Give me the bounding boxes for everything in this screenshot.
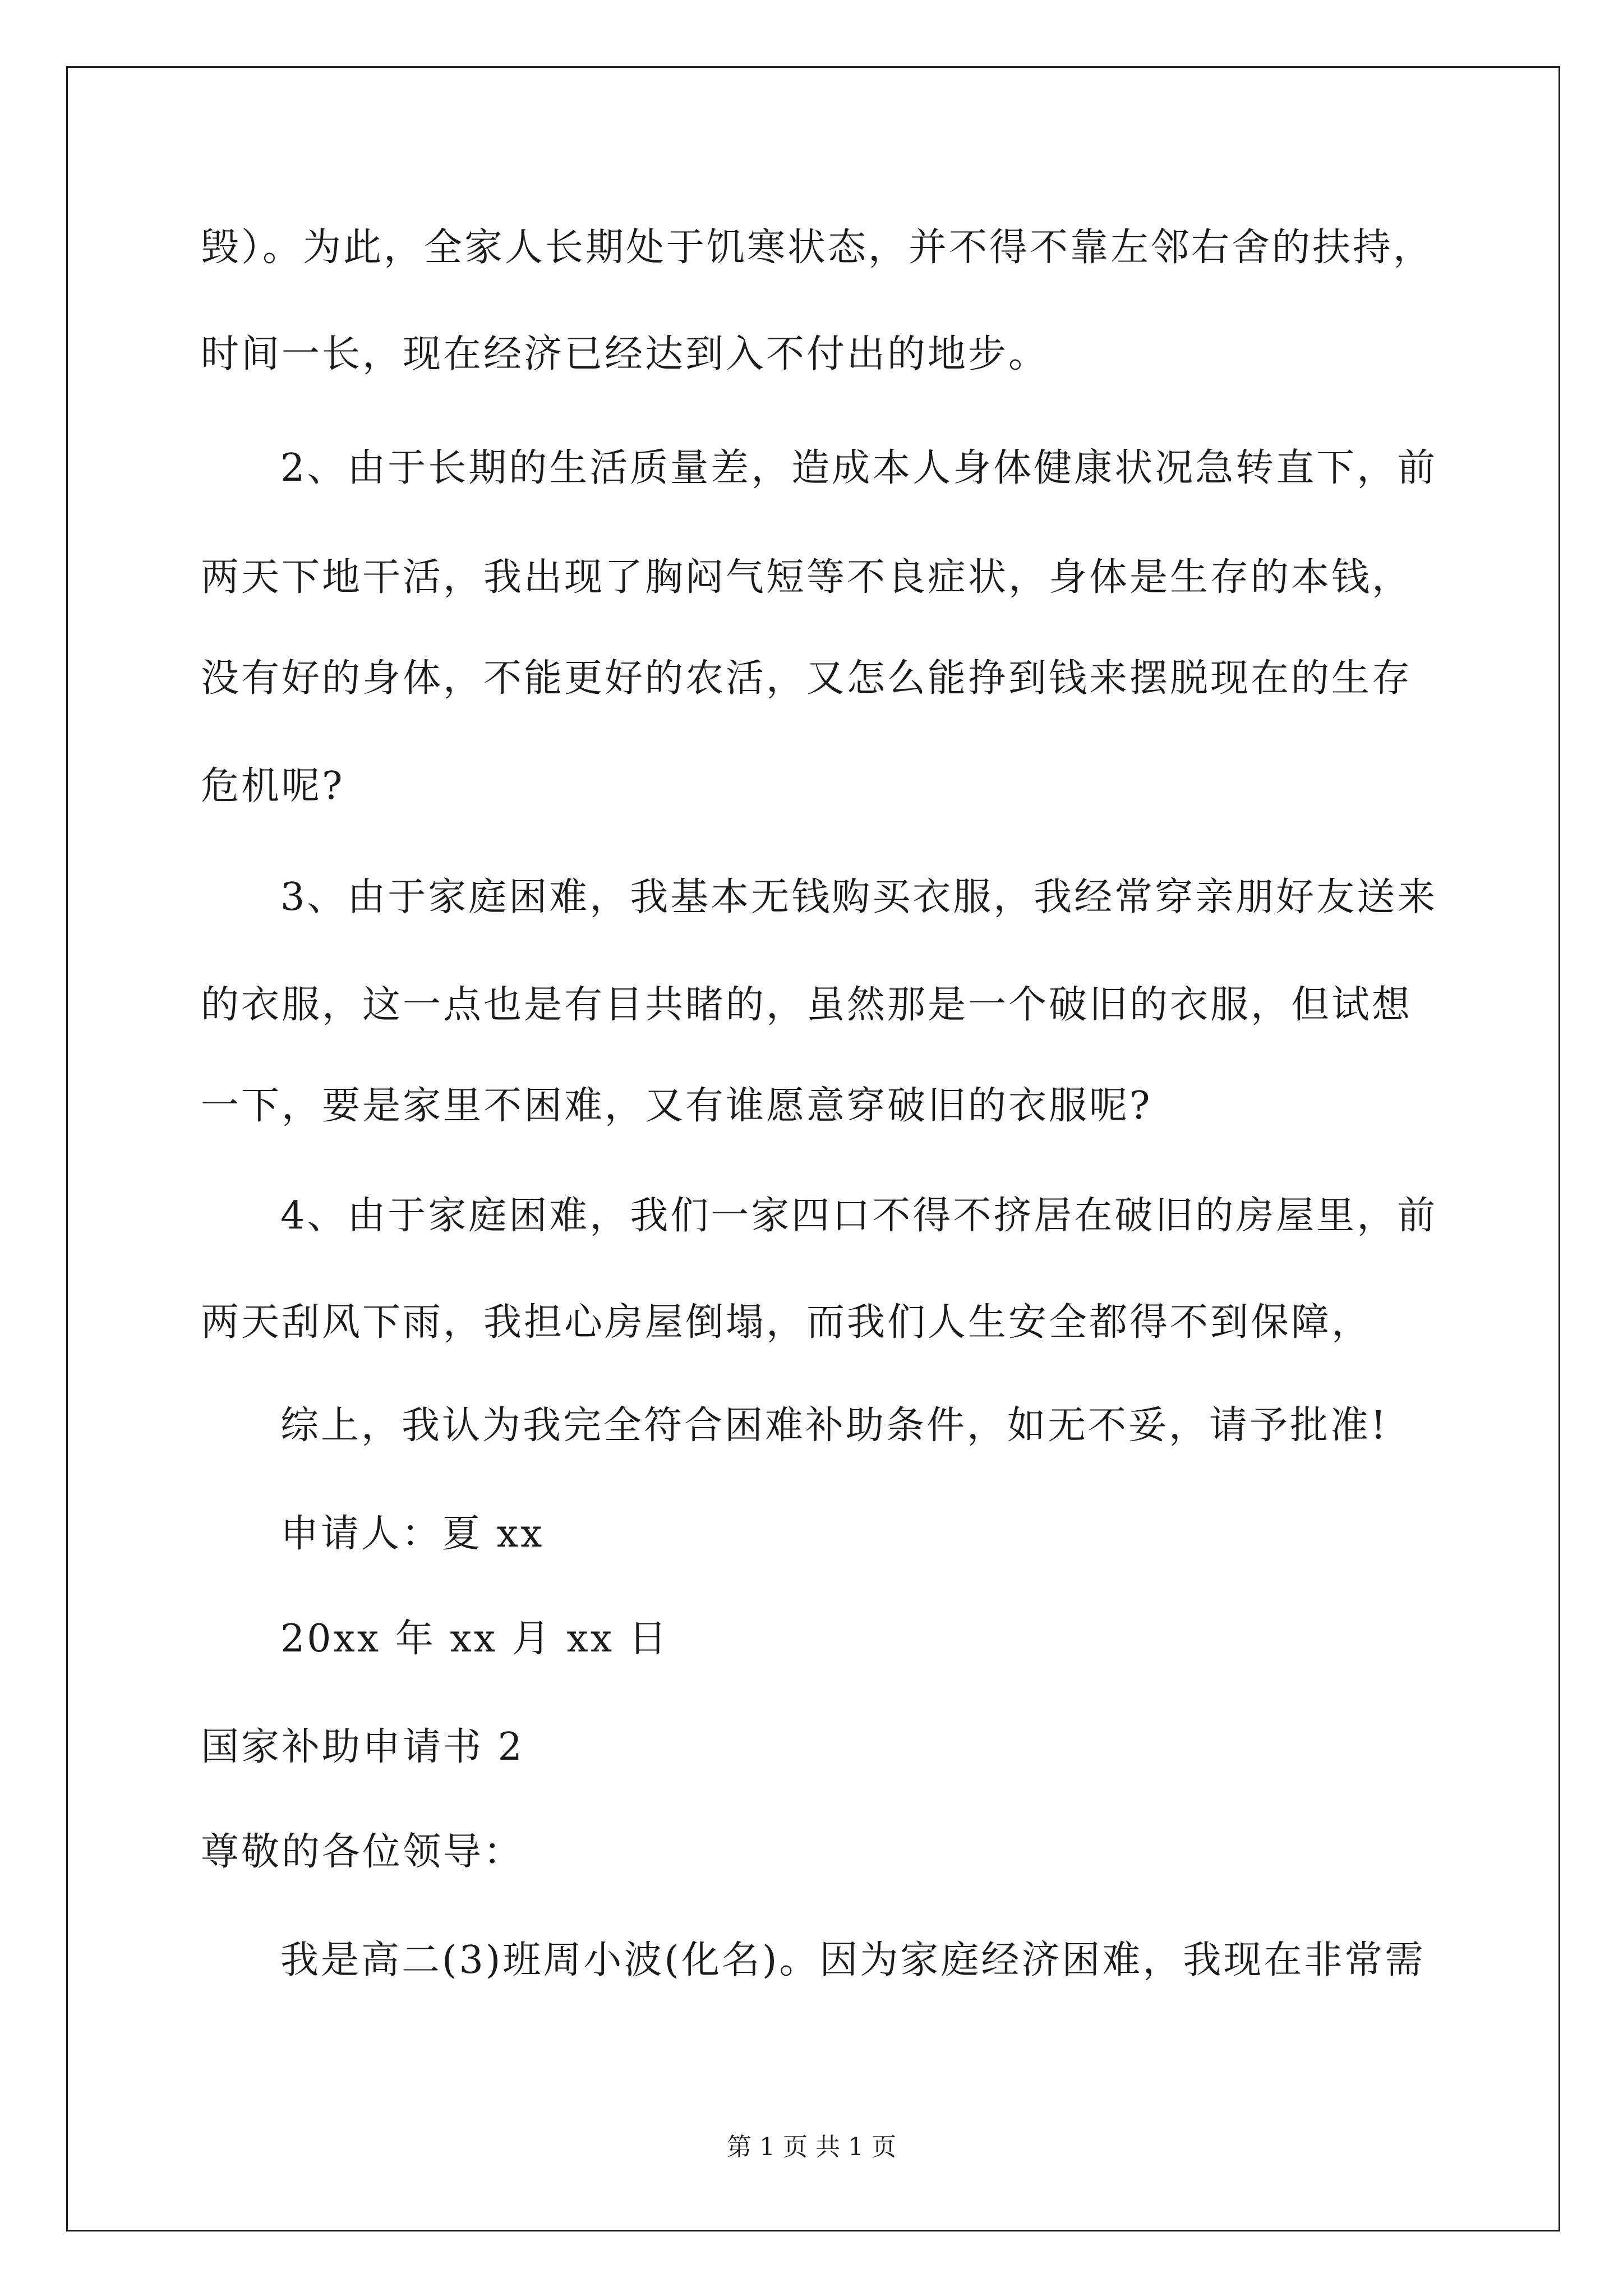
body-text-line: 我是高二(3)班周小波(化名)。因为家庭经济困难，我现在非常需 <box>280 1938 1426 1982</box>
body-text-line: 危机呢? <box>201 764 345 808</box>
page-border <box>66 66 1560 2231</box>
section-title: 国家补助申请书 2 <box>201 1725 524 1769</box>
body-text-line: 4、由于家庭困难，我们一家四口不得不挤居在破旧的房屋里，前 <box>280 1194 1438 1238</box>
page-footer: 第 1 页 共 1 页 <box>727 2133 896 2161</box>
body-text-line: 时间一长，现在经济已经达到入不付出的地步。 <box>201 332 1049 376</box>
body-text-line: 没有好的身体，不能更好的农活，又怎么能挣到钱来摆脱现在的生存 <box>201 656 1413 701</box>
body-text-line: 3、由于家庭困难，我基本无钱购买衣服，我经常穿亲朋好友送来 <box>280 875 1438 919</box>
body-text-line: 一下，要是家里不困难，又有谁愿意穿破旧的衣服呢? <box>201 1084 1152 1128</box>
body-text-line: 两天刮风下雨，我担心房屋倒塌，而我们人生安全都得不到保障， <box>201 1300 1372 1345</box>
body-text-line: 毁）。为此，全家人长期处于饥寒状态，并不得不靠左邻右舍的扶持， <box>201 226 1434 270</box>
body-text-line: 的衣服，这一点也是有目共睹的，虽然那是一个破旧的衣服，但试想 <box>201 983 1413 1027</box>
salutation-line: 尊敬的各位领导： <box>201 1830 524 1874</box>
body-text-line: 两天下地干活，我出现了胸闷气短等不良症状，身体是生存的本钱， <box>201 555 1413 600</box>
body-text-line: 2、由于长期的生活质量差，造成本人身体健康状况急转直下，前 <box>280 446 1438 490</box>
date-line: 20xx 年 xx 月 xx 日 <box>280 1617 669 1661</box>
body-text-line: 综上，我认为我完全符合困难补助条件，如无不妥，请予批准! <box>280 1404 1389 1448</box>
signature-line: 申请人：夏 xx <box>280 1512 545 1556</box>
